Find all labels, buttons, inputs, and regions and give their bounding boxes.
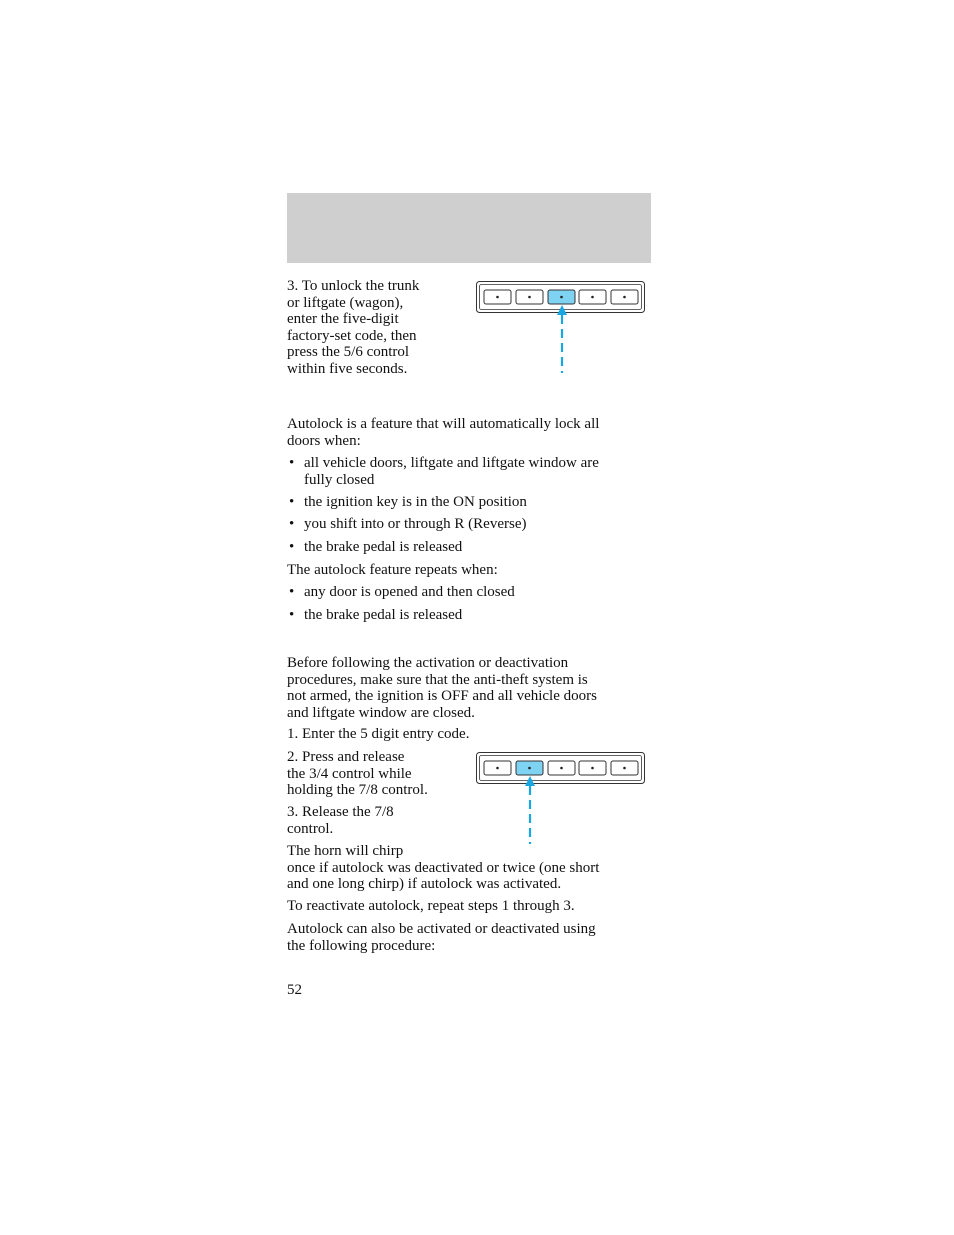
bullet-icon: • [289, 516, 295, 532]
horn-chirp-note: The horn will chirp once if autolock was deactivated or twice (one short and one long chirp) if autolock was activated. [287, 843, 600, 892]
deactivation-intro: Before following the activation or deactivation procedures, make sure that the anti-theft system is not armed, the ignition is OFF and all vehicle doors and liftgate window are closed. [287, 655, 597, 721]
autolock-repeat-intro: The autolock feature repeats when: [287, 562, 498, 578]
deactivation-step-2: 2. Press and release the 3/4 control while holding the 7/8 control. [287, 749, 428, 798]
page-number: 52 [287, 982, 302, 998]
bullet-icon: • [289, 494, 295, 510]
section-header-band [287, 193, 651, 263]
arrow-icon [557, 305, 567, 373]
keypad-illustration-bottom [476, 752, 644, 784]
bullet-icon: • [289, 584, 295, 600]
arrow-icon [525, 776, 535, 844]
keypad-top-buttons [484, 290, 638, 304]
bullet-icon: • [289, 539, 295, 555]
deactivation-step-1: 1. Enter the 5 digit entry code. [287, 726, 470, 742]
keypad-illustration-top [476, 281, 644, 313]
bullet-icon: • [289, 607, 295, 623]
autolock-intro: Autolock is a feature that will automatically lock all doors when: [287, 416, 600, 449]
trunk-unlock-step-3: 3. To unlock the trunk or liftgate (wagon), enter the five-digit factory-set code, then press the 5/6 control within five seconds. [287, 278, 420, 377]
deactivation-step-3: 3. Release the 7/8 control. [287, 804, 394, 837]
alternate-procedure-note: Autolock can also be activated or deactivated using the following procedure: [287, 921, 596, 954]
bullet-icon: • [289, 455, 295, 471]
keypad-bottom-buttons [484, 761, 638, 775]
reactivate-note: To reactivate autolock, repeat steps 1 through 3. [287, 898, 575, 914]
